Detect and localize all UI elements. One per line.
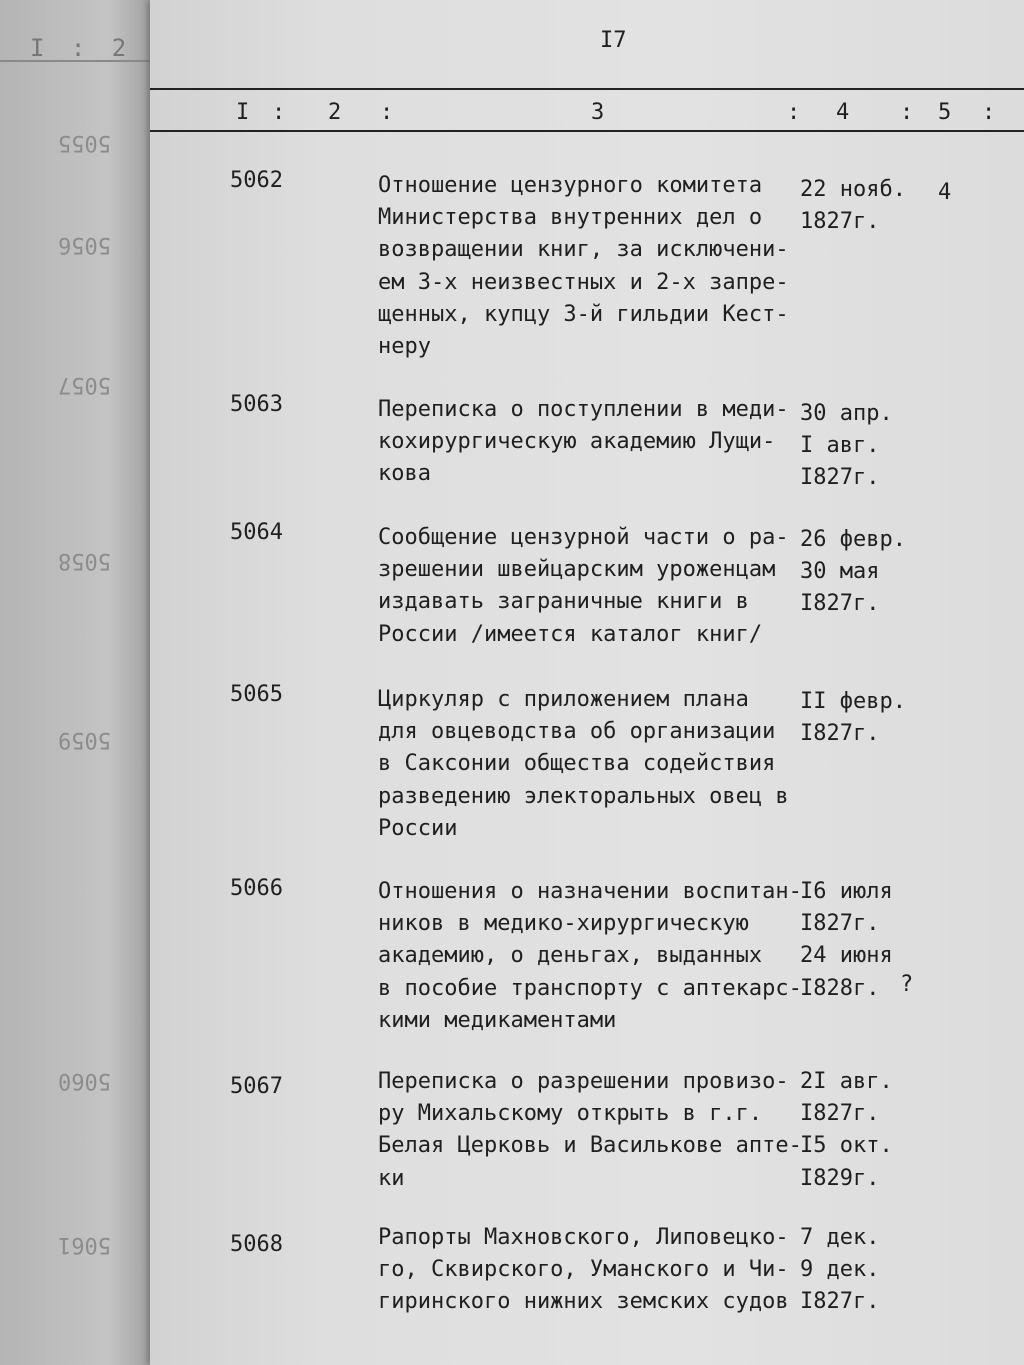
description-line: Отношение цензурного комитета: [378, 173, 763, 198]
description-line: издавать заграничные книги в: [378, 589, 749, 615]
record-number: 5063: [230, 392, 283, 417]
record-description: [378, 394, 808, 491]
date-line: 7 дек.: [800, 1225, 880, 1250]
record-description: [378, 1066, 808, 1195]
date-line: I829г.: [800, 1165, 880, 1191]
description-line: ем 3-х неизвестных и 2-х запре-: [378, 269, 789, 295]
facing-page-number: 5055: [58, 130, 111, 155]
facing-page-number: 5056: [58, 232, 111, 257]
date-line: I827г.: [800, 591, 880, 617]
description-line: Циркуляр с приложением плана: [378, 687, 749, 712]
description-line: гиринского нижних земских судов: [378, 1289, 789, 1315]
column-header-4: 4: [836, 100, 850, 125]
date-line: I828г.: [800, 975, 880, 1001]
column-separator: :: [272, 100, 286, 125]
description-line: в Саксонии общества содействия: [378, 751, 776, 777]
record-dates: [800, 398, 910, 495]
record-description: [378, 170, 808, 363]
description-line: кими медикаментами: [378, 1007, 617, 1033]
date-line: I827г.: [800, 911, 880, 937]
description-line: России /имеется каталог книг/: [378, 621, 763, 647]
description-line: возвращении книг, за исключени-: [378, 237, 789, 263]
description-line: кохирургическую академию Лущи-: [378, 429, 776, 455]
facing-page-number: 5060: [58, 1068, 111, 1093]
table-header-bottom-rule: [150, 130, 1024, 132]
description-line: щенных, купцу 3-й гильдии Кест-: [378, 301, 789, 327]
record-dates: [800, 174, 910, 238]
facing-page-header: I : 2: [30, 34, 133, 62]
page-number: I7: [600, 28, 627, 53]
record-number: 5064: [230, 520, 283, 545]
column-separator: :: [982, 100, 996, 125]
facing-page-number: 5058: [58, 548, 111, 573]
facing-page-number: 5057: [58, 372, 111, 397]
description-line: Отношения о назначении воспитан-: [378, 879, 802, 904]
description-line: России: [378, 815, 458, 841]
record-number: 5067: [230, 1074, 283, 1099]
date-line: 30 апр.: [800, 401, 893, 426]
date-line: I5 окт.: [800, 1133, 893, 1159]
record-column-5-value: 4: [938, 180, 952, 205]
description-line: неру: [378, 334, 431, 360]
date-line: 22 нояб.: [800, 177, 906, 202]
description-line: кова: [378, 461, 431, 487]
date-line: 24 июня: [800, 943, 893, 969]
date-line: I авг.: [800, 433, 880, 459]
date-line: I827г.: [800, 465, 880, 491]
description-line: ки: [378, 1165, 405, 1191]
record-dates: [800, 1222, 910, 1319]
date-line: 2I авг.: [800, 1069, 893, 1094]
description-line: Сообщение цензурной части о ра-: [378, 525, 789, 550]
column-separator: :: [900, 100, 914, 125]
record-description: [378, 1222, 808, 1319]
description-line: ру Михальскому открыть в г.г.: [378, 1101, 763, 1127]
column-separator: :: [380, 100, 394, 125]
date-line: 26 февр.: [800, 527, 906, 552]
column-header-2: 2: [328, 100, 342, 125]
record-dates: [800, 524, 910, 621]
facing-page-number: 5059: [58, 727, 111, 752]
description-line: Белая Церковь и Василькове апте-: [378, 1133, 802, 1159]
column-header-3: 3: [591, 100, 605, 125]
record-description: [378, 684, 808, 845]
date-line: I6 июля: [800, 879, 893, 904]
record-number: 5065: [230, 682, 283, 707]
date-line: I827г.: [800, 1289, 880, 1315]
facing-page: [0, 0, 155, 1365]
date-line: II февр.: [800, 689, 906, 714]
description-line: для овцеводства об организации: [378, 719, 776, 745]
record-dates: [800, 686, 910, 750]
description-line: зрешении швейцарским уроженцам: [378, 557, 776, 583]
date-line: I827г.: [800, 721, 880, 747]
date-line: 1827г.: [800, 209, 880, 235]
record-column-5-value: ?: [900, 972, 914, 997]
description-line: Рапорты Махновского, Липовецко-: [378, 1225, 789, 1250]
date-line: 9 дек.: [800, 1257, 880, 1283]
description-line: разведению электоральных овец в: [378, 783, 789, 809]
description-line: Переписка о разрешении провизо-: [378, 1069, 789, 1094]
date-line: I827г.: [800, 1101, 880, 1127]
record-number: 5068: [230, 1232, 283, 1257]
column-header-1: I: [236, 100, 250, 125]
record-number: 5066: [230, 876, 283, 901]
record-dates: [800, 1066, 910, 1195]
description-line: Министерства внутренних дел о: [378, 205, 763, 231]
description-line: Переписка о поступлении в меди-: [378, 397, 789, 422]
record-dates: [800, 876, 910, 1005]
date-line: 30 мая: [800, 559, 880, 585]
record-description: [378, 876, 808, 1037]
description-line: ников в медико-хирургическую: [378, 911, 749, 937]
facing-page-header-rule: [0, 60, 150, 62]
column-header-5: 5: [938, 100, 952, 125]
description-line: го, Сквирского, Уманского и Чи-: [378, 1257, 789, 1283]
record-description: [378, 522, 808, 651]
description-line: в пособие транспорту с аптекарс-: [378, 975, 802, 1001]
column-separator: :: [787, 100, 801, 125]
record-number: 5062: [230, 168, 283, 193]
table-header-top-rule: [150, 88, 1024, 90]
facing-page-number: 5061: [58, 1232, 111, 1257]
description-line: академию, о деньгах, выданных: [378, 943, 763, 969]
